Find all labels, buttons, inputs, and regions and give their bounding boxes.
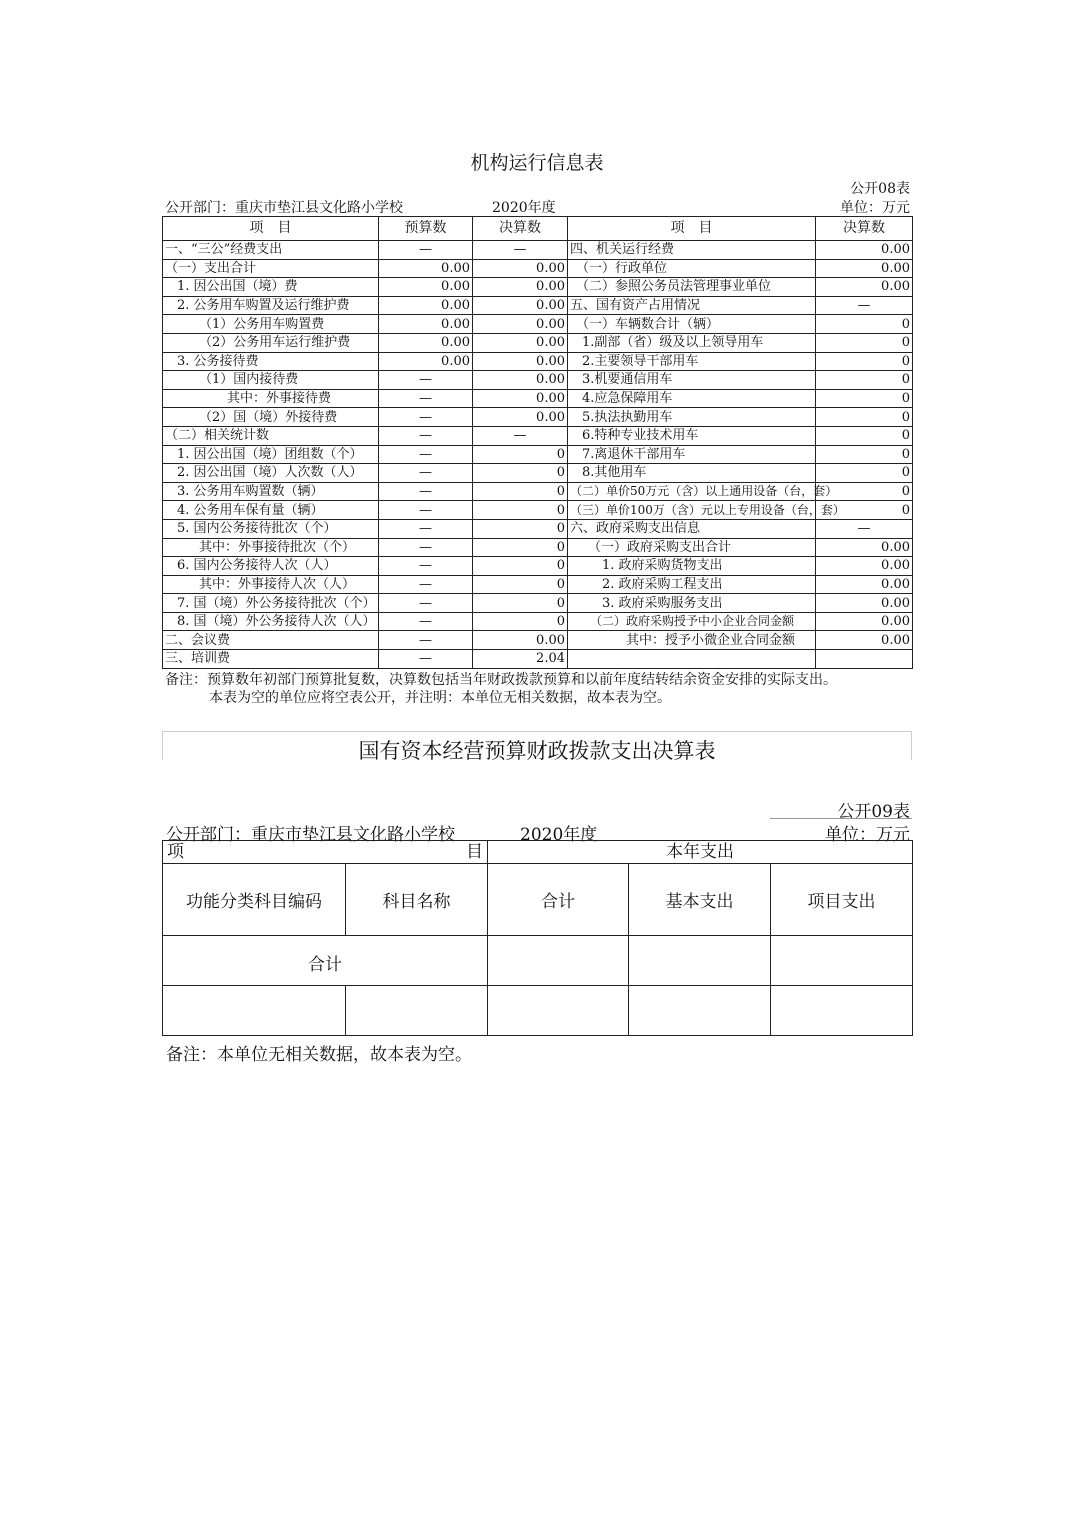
table1-header-row [163, 217, 913, 241]
row-item-right: 五、国有资产占用情况 [568, 296, 816, 315]
row-budget-value: — [379, 594, 473, 613]
row-item-left: 其中：外事接待人次（人） [163, 575, 379, 594]
table1-notes [165, 671, 837, 707]
table1-row [163, 519, 913, 538]
row-item-left: 2. 公务用车购置及运行维护费 [163, 296, 379, 315]
row-item-left: 三、培训费 [163, 650, 379, 669]
row-final-value-left: 2.04 [473, 650, 568, 669]
row-budget-value: — [379, 482, 473, 501]
item-label-left: 项 [167, 842, 184, 862]
row-item-right: 1. 政府采购货物支出 [568, 557, 816, 576]
row-final-value-right: 0 [816, 315, 913, 334]
table2-code: 公开09表 [837, 802, 910, 822]
row-final-value-right: — [816, 296, 913, 315]
row-budget-value: — [379, 612, 473, 631]
table2-header-row-1 [163, 841, 913, 864]
row-item-right: 6.特种专业技术用车 [568, 426, 816, 445]
row-budget-value: — [379, 631, 473, 650]
state-capital-budget-table [162, 840, 913, 1036]
row-final-value-left: 0 [473, 594, 568, 613]
table1-year: 2020年度 [492, 200, 556, 216]
row-budget-value: — [379, 389, 473, 408]
row-budget-value: 0.00 [379, 259, 473, 278]
row-final-value-left: 0.00 [473, 408, 568, 427]
table1-row [163, 389, 913, 408]
table1-row [163, 650, 913, 669]
row-item-left: 4. 公务用车保有量（辆） [163, 501, 379, 520]
row-item-right: 3. 政府采购服务支出 [568, 594, 816, 613]
row-final-value-right: 0 [816, 408, 913, 427]
row-final-value-left: 0.00 [473, 631, 568, 650]
row-item-left: （2）公务用车运行维护费 [163, 333, 379, 352]
table1-note-1: 备注：预算数年初部门预算批复数，决算数包括当年财政拨款预算和以前年度结转结余资金安排的实际支出。 [165, 672, 837, 688]
row-final-value-left: — [473, 241, 568, 260]
col-subject-name: 科目名称 [346, 864, 488, 936]
row-final-value-left: 0 [473, 501, 568, 520]
row-item-right: 8.其他用车 [568, 464, 816, 483]
row-final-value-right: 0.00 [816, 278, 913, 297]
unit-cell-border [770, 818, 912, 819]
table1-row [163, 482, 913, 501]
row-item-left: 1. 因公出国（境）费 [163, 278, 379, 297]
col-total: 合计 [488, 864, 629, 936]
empty-name [346, 986, 488, 1036]
col-function-code: 功能分类科目编码 [163, 864, 346, 936]
row-item-left: 8. 国（境）外公务接待人次（人） [163, 612, 379, 631]
row-final-value-left: 0 [473, 612, 568, 631]
row-item-right: （一）政府采购支出合计 [568, 538, 816, 557]
row-final-value-left: 0.00 [473, 315, 568, 334]
row-budget-value: — [379, 408, 473, 427]
table2-unit: 单位：万元 [825, 825, 910, 845]
row-final-value-left: 0.00 [473, 333, 568, 352]
row-final-value-right: 0 [816, 352, 913, 371]
row-item-left: 二、会议费 [163, 631, 379, 650]
row-final-value-left: 0 [473, 519, 568, 538]
row-final-value-right: 0.00 [816, 612, 913, 631]
table1-note-2: 本表为空的单位应将空表公开，并注明：本单位无相关数据，故本表为空。 [209, 690, 671, 706]
row-item-right: （一）车辆数合计（辆） [568, 315, 816, 334]
table2-empty-row [163, 986, 913, 1036]
table2-year: 2020年度 [520, 825, 598, 845]
row-final-value-left: 0 [473, 557, 568, 576]
table2-note: 备注：本单位无相关数据，故本表为空。 [166, 1045, 472, 1065]
row-final-value-left: 0.00 [473, 296, 568, 315]
row-final-value-right: 0.00 [816, 538, 913, 557]
row-item-left: 3. 公务用车购置数（辆） [163, 482, 379, 501]
table1-title: 机构运行信息表 [470, 152, 604, 174]
row-item-left: （2）国（境）外接待费 [163, 408, 379, 427]
row-budget-value: — [379, 519, 473, 538]
row-final-value-right: 0.00 [816, 259, 913, 278]
table1-row [163, 631, 913, 650]
table1-code: 公开08表 [850, 181, 910, 197]
row-budget-value: — [379, 538, 473, 557]
row-final-value-right: 0 [816, 445, 913, 464]
row-budget-value: — [379, 371, 473, 390]
row-item-right: （一）行政单位 [568, 259, 816, 278]
row-final-value-right [816, 650, 913, 669]
row-item-left: （1）国内接待费 [163, 371, 379, 390]
row-budget-value: 0.00 [379, 333, 473, 352]
row-budget-value: — [379, 501, 473, 520]
row-item-left: 1. 因公出国（境）团组数（个） [163, 445, 379, 464]
row-final-value-right: 0.00 [816, 631, 913, 650]
row-budget-value: — [379, 575, 473, 594]
table1-row [163, 315, 913, 334]
row-final-value-left: 0.00 [473, 389, 568, 408]
row-final-value-left: 0.00 [473, 259, 568, 278]
table1-row [163, 259, 913, 278]
row-item-right: 其中：授予小微企业合同金额 [568, 631, 816, 650]
row-item-right [568, 650, 816, 669]
total-amount [488, 936, 629, 986]
table1-unit: 单位：万元 [840, 200, 910, 216]
col-project-expense: 项目支出 [771, 864, 913, 936]
row-final-value-right: 0 [816, 482, 913, 501]
row-final-value-right: 0 [816, 333, 913, 352]
table1-row [163, 612, 913, 631]
table1-row [163, 333, 913, 352]
row-budget-value: 0.00 [379, 296, 473, 315]
row-item-left: （二）相关统计数 [163, 426, 379, 445]
table1-row [163, 408, 913, 427]
table1-department: 公开部门：重庆市垫江县文化路小学校 [165, 200, 403, 216]
row-item-left: 5. 国内公务接待批次（个） [163, 519, 379, 538]
empty-code [163, 986, 346, 1036]
row-final-value-right: 0.00 [816, 594, 913, 613]
table1-row [163, 241, 913, 260]
header-final-right: 决算数 [816, 217, 913, 241]
item-label-right: 目 [466, 842, 483, 862]
row-item-left: 7. 国（境）外公务接待批次（个） [163, 594, 379, 613]
row-item-right: 4.应急保障用车 [568, 389, 816, 408]
col-basic-expense: 基本支出 [629, 864, 771, 936]
empty-total [488, 986, 629, 1036]
row-item-left: （一）支出合计 [163, 259, 379, 278]
row-item-right: 2.主要领导干部用车 [568, 352, 816, 371]
row-item-left: 其中：外事接待费 [163, 389, 379, 408]
table1-row [163, 278, 913, 297]
header-final-left: 决算数 [473, 217, 568, 241]
row-item-right: （二）参照公务员法管理事业单位 [568, 278, 816, 297]
row-final-value-right: 0 [816, 389, 913, 408]
row-final-value-left: 0 [473, 482, 568, 501]
table1-row [163, 445, 913, 464]
row-item-left: 3. 公务接待费 [163, 352, 379, 371]
row-final-value-left: 0 [473, 538, 568, 557]
row-item-left: （1）公务用车购置费 [163, 315, 379, 334]
table1-row [163, 538, 913, 557]
row-budget-value: — [379, 445, 473, 464]
row-final-value-left: — [473, 426, 568, 445]
row-item-left: 6. 国内公务接待人次（人） [163, 557, 379, 576]
empty-project [771, 986, 913, 1036]
table2-header-row-2 [163, 864, 913, 936]
row-final-value-right: 0 [816, 501, 913, 520]
row-final-value-left: 0 [473, 464, 568, 483]
row-budget-value: — [379, 241, 473, 260]
row-final-value-left: 0 [473, 445, 568, 464]
row-budget-value: — [379, 464, 473, 483]
table1-row [163, 352, 913, 371]
header-budget: 预算数 [379, 217, 473, 241]
table1-row [163, 464, 913, 483]
row-final-value-left: 0.00 [473, 352, 568, 371]
row-final-value-right: 0.00 [816, 557, 913, 576]
table1-row [163, 501, 913, 520]
row-final-value-right: 0 [816, 371, 913, 390]
row-item-right: 5.执法执勤用车 [568, 408, 816, 427]
row-final-value-left: 0.00 [473, 371, 568, 390]
current-year-header: 本年支出 [488, 841, 913, 864]
row-final-value-right: — [816, 519, 913, 538]
total-label: 合计 [163, 936, 488, 986]
row-item-right: （二）政府采购授予中小企业合同金额 [568, 612, 816, 631]
row-item-left: 其中：外事接待批次（个） [163, 538, 379, 557]
table2-department: 公开部门：重庆市垫江县文化路小学校 [166, 825, 455, 845]
row-budget-value: 0.00 [379, 352, 473, 371]
row-budget-value: — [379, 426, 473, 445]
row-final-value-left: 0 [473, 575, 568, 594]
row-item-right: 7.离退休干部用车 [568, 445, 816, 464]
row-item-right: 四、机关运行经费 [568, 241, 816, 260]
row-budget-value: — [379, 650, 473, 669]
row-final-value-right: 0 [816, 464, 913, 483]
table2-title: 国有资本经营预算财政拨款支出决算表 [358, 739, 716, 763]
row-final-value-right: 0.00 [816, 241, 913, 260]
institution-operation-table [162, 216, 913, 669]
row-item-right: 1.副部（省）级及以上领导用车 [568, 333, 816, 352]
table1-row [163, 371, 913, 390]
table1-row [163, 426, 913, 445]
row-item-right: 2. 政府采购工程支出 [568, 575, 816, 594]
item-header-cell [163, 841, 488, 864]
row-item-right: 六、政府采购支出信息 [568, 519, 816, 538]
row-item-left: 一、“三公”经费支出 [163, 241, 379, 260]
empty-basic [629, 986, 771, 1036]
table1-row [163, 557, 913, 576]
table1-row [163, 296, 913, 315]
row-final-value-left: 0.00 [473, 278, 568, 297]
row-item-right: （三）单价100万（含）元以上专用设备（台，套） [568, 501, 816, 520]
row-item-left: 2. 因公出国（境）人次数（人） [163, 464, 379, 483]
row-final-value-right: 0.00 [816, 575, 913, 594]
row-item-right: （二）单价50万元（含）以上通用设备（台，套） [568, 482, 816, 501]
total-project [771, 936, 913, 986]
header-item-right: 项 目 [568, 217, 816, 241]
row-budget-value: 0.00 [379, 315, 473, 334]
total-basic [629, 936, 771, 986]
header-item-left: 项 目 [163, 217, 379, 241]
row-item-right: 3.机要通信用车 [568, 371, 816, 390]
table1-row [163, 575, 913, 594]
row-budget-value: — [379, 557, 473, 576]
row-budget-value: 0.00 [379, 278, 473, 297]
table1-row [163, 594, 913, 613]
row-final-value-right: 0 [816, 426, 913, 445]
table2-total-row [163, 936, 913, 986]
